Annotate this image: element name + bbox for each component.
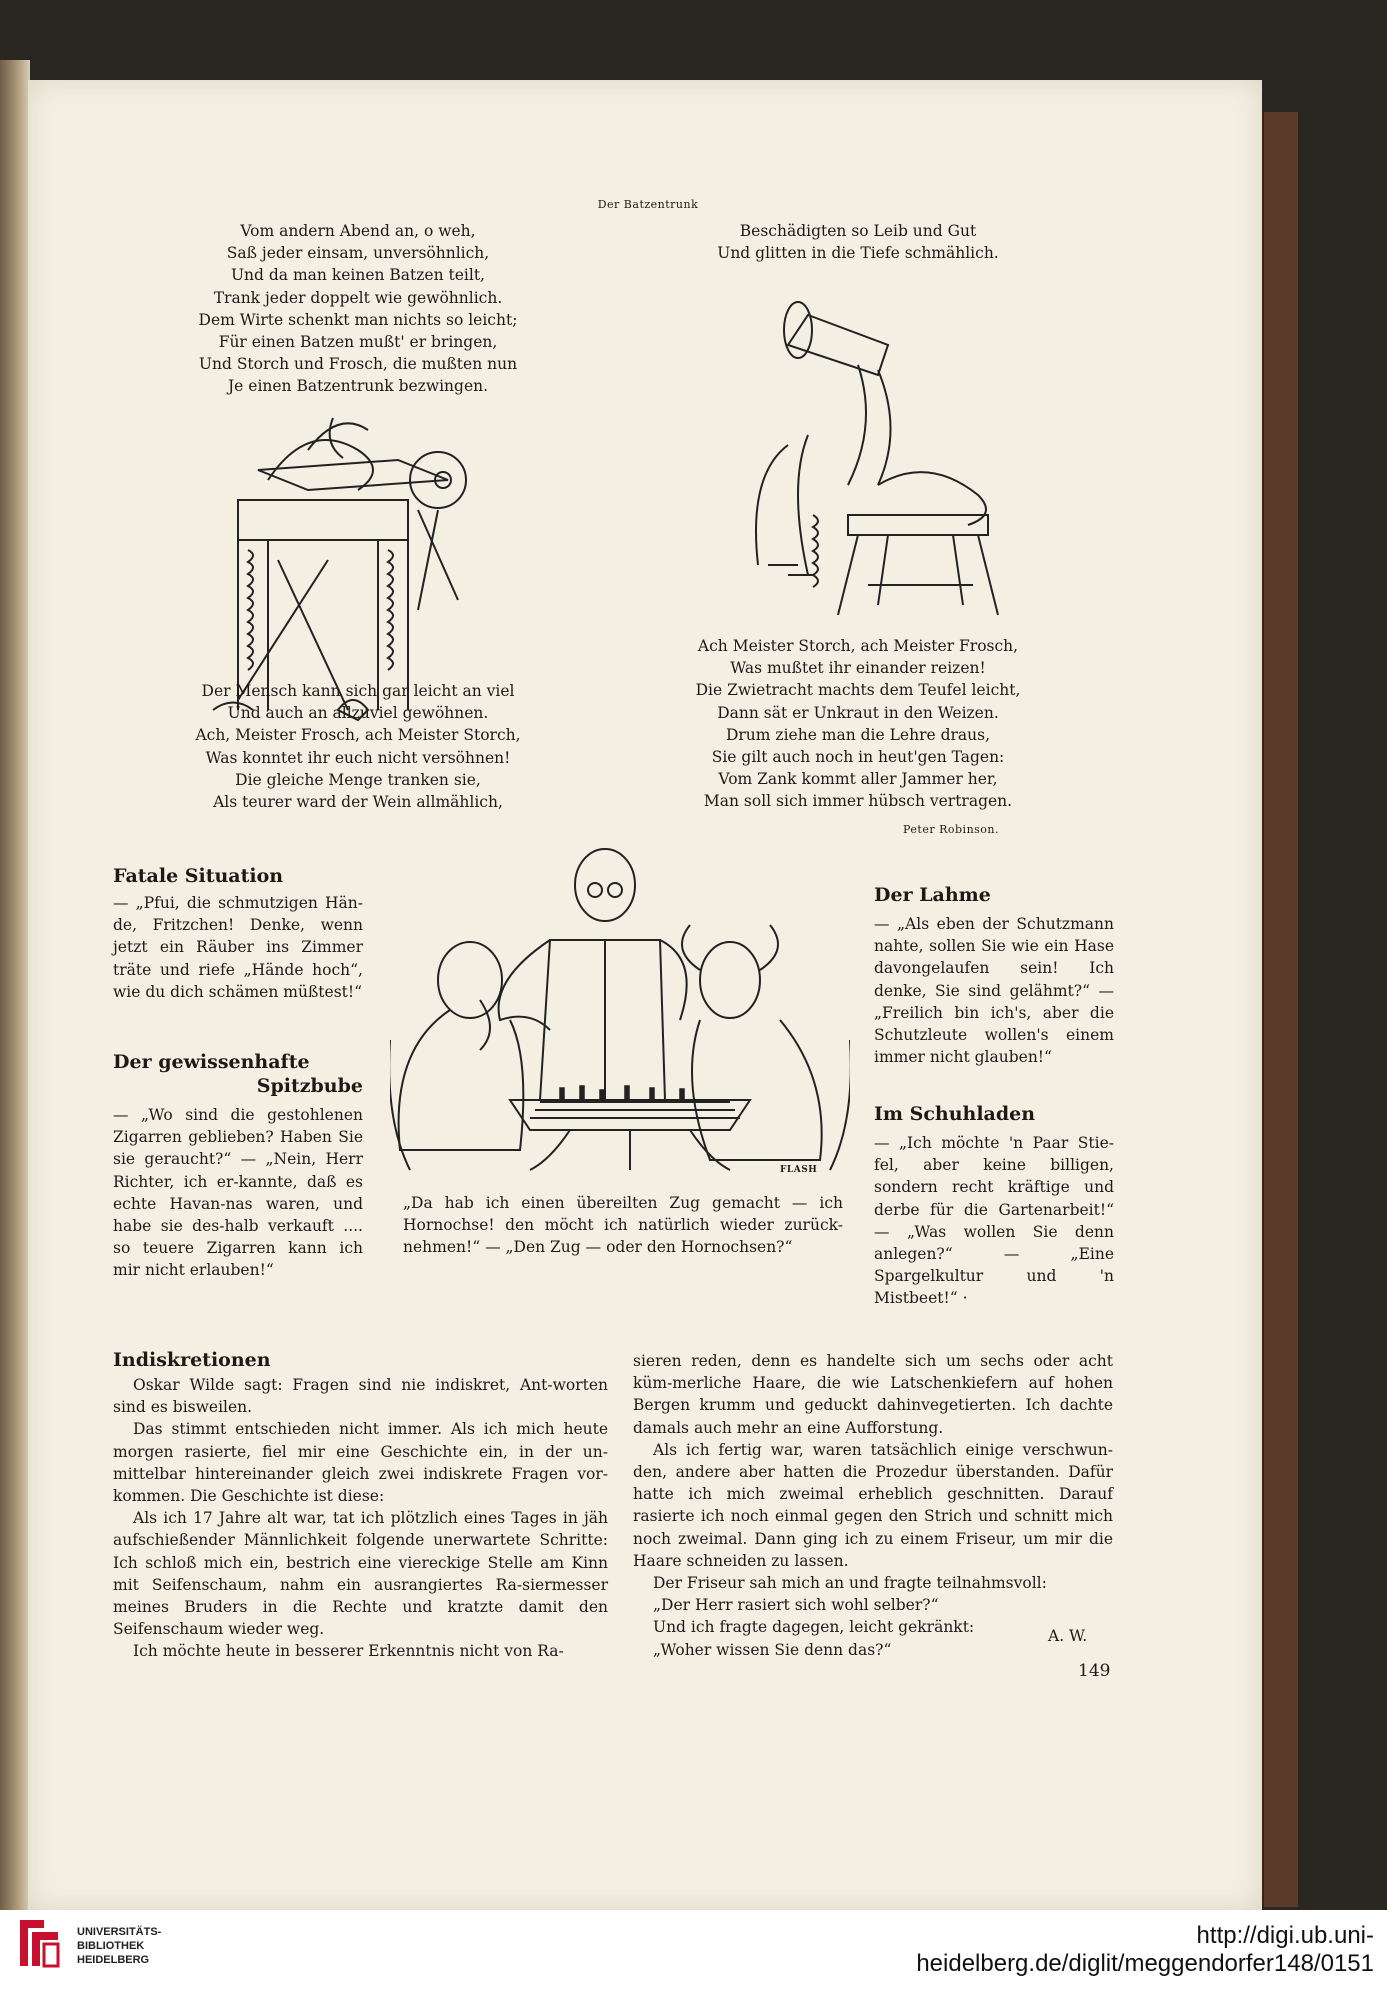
poem-right-top <box>668 220 1048 264</box>
verse-line: Als teurer ward der Wein allmählich, <box>213 793 503 812</box>
indiskretionen-author: A. W. <box>1048 1627 1088 1645</box>
library-name <box>77 1925 161 1967</box>
stork-drinking-illustration <box>728 285 1048 615</box>
spitzbube-title-line1: Der gewissenhafte <box>113 1051 310 1073</box>
verse-line: Dann sät er Unkraut in den Weizen. <box>717 703 999 722</box>
verse-line: Vom andern Abend an, o weh, <box>240 222 476 240</box>
library-name-line: BIBLIOTHEK <box>77 1940 145 1952</box>
poem-author: Peter Robinson. <box>903 823 999 836</box>
paragraph: Und ich fragte dagegen, leicht gekränkt: <box>653 1618 975 1637</box>
verse-line: Und glitten in die Tiefe schmählich. <box>717 244 999 263</box>
verse-line: Trank jeder doppelt wie gewöhnlich. <box>213 288 503 307</box>
verse-line: Was konntet ihr euch nicht versöhnen! <box>205 748 511 767</box>
indiskretionen-right-column <box>633 1350 1113 1661</box>
magazine-page <box>28 80 1262 1910</box>
chess-signature: FLASH <box>780 1165 818 1175</box>
paragraph: Das stimmt entschieden nicht immer. Als ich mich heute morgen rasierte, fiel mir eine Geschichte ein, in der un-mittelbar hintereinander gleich zwei indiskrete Fragen vor-kommen. Die Geschichte ist diese: <box>113 1420 608 1506</box>
verse-line: Ach Meister Storch, ach Meister Frosch, <box>697 637 1019 655</box>
library-name-line: UNIVERSITÄTS- <box>77 1926 162 1938</box>
poem-right-bottom <box>668 635 1048 813</box>
source-url-link[interactable]: http://digi.ub.uni-heidelberg.de/diglit/meggendorfer148/0151 <box>916 1922 1374 1977</box>
book-cover-edge <box>1262 112 1298 1907</box>
paragraph: Als ich 17 Jahre alt war, tat ich plötzlich eines Tages in jäh aufschießender Männlichkeit folgende unerwartete Schritte: Ich schloß mich ein, bestrich eine viereckige Stelle am Kinn mit Seifenschaum, nahm ein ausrangiertes Ra-siermesser meines Bruders in die Rechte und kratzte damit den Seifenschaum wieder weg. <box>113 1509 608 1639</box>
verse-line: Sie gilt auch noch in heut'gen Tagen: <box>711 748 1005 767</box>
verse-line: Für einen Batzen mußt' er bringen, <box>218 333 498 352</box>
verse-line: Man soll sich immer hübsch vertragen. <box>703 792 1013 811</box>
running-head: Der Batzentrunk <box>597 198 699 211</box>
verse-line: Die Zwietracht machts dem Teufel leicht, <box>695 681 1021 700</box>
verse-line: Was mußtet ihr einander reizen! <box>730 659 986 678</box>
verse-line: Dem Wirte schenkt man nichts so leicht; <box>198 310 518 329</box>
paragraph: „Woher wissen Sie denn das?“ <box>653 1640 892 1659</box>
schuhladen-text: — „Ich möchte 'n Paar Stie-fel, aber keine billigen, sondern recht kräftige und derbe für die Gartenarbeit!“ — „Was wollen Sie denn anlegen?“ — „Eine Spargelkultur und 'n Mistbeet!“ · <box>874 1134 1114 1308</box>
indiskretionen-title: Indiskretionen <box>113 1349 271 1371</box>
paragraph: Oskar Wilde sagt: Fragen sind nie indiskret, Ant-worten sind es bisweilen. <box>113 1376 608 1417</box>
library-logo-icon <box>14 1916 64 1970</box>
paragraph: Ich möchte heute in besserer Erkenntnis nicht von Ra- <box>133 1642 564 1661</box>
paragraph: Als ich fertig war, waren tatsächlich einige verschwun-den, andere aber hatten die Prozedur überstanden. Dafür hatte ich mich zweimal erheblich geschnitten. Darauf rasierte ich noch einmal gegen den Strich und schnitt mich noch zweimal. Dann ging ich zu einem Friseur, um mir die Haare schneiden zu lassen. <box>633 1440 1113 1570</box>
fatale-title: Fatale Situation <box>113 865 284 887</box>
paragraph: Der Friseur sah mich an und fragte teilnahmsvoll: <box>653 1574 1047 1593</box>
verse-line: Und auch an allzuviel gewöhnen. <box>227 704 489 723</box>
verse-line: Saß jeder einsam, unversöhnlich, <box>226 244 490 263</box>
lahme-text: — „Als eben der Schutzmann nahte, sollen Sie wie ein Hase davongelaufen sein! Ich denke, Sie sind gelähmt?“ — „Freilich bin ich's, aber die Schutzleute wollen's einem immer nicht glauben!“ <box>874 915 1114 1067</box>
spitzbube-text: — „Wo sind die gestohlenen Zigarren geblieben? Haben Sie sie geraucht?“ — „Nein, Herr Richter, ich er-kannte, daß es echte Havan-nas waren, und habe sie des-halb verkauft .... so teuere Zigarren kann ich mir nicht erlauben!“ <box>113 1106 363 1280</box>
schuhladen-title: Im Schuhladen <box>874 1103 1036 1125</box>
verse-line: Der Mensch kann sich gar leicht an viel <box>201 682 515 700</box>
verse-line: Vom Zank kommt aller Jammer her, <box>718 770 998 789</box>
library-name-line: HEIDELBERG <box>77 1954 150 1966</box>
fatale-text: — „Pfui, die schmutzigen Hän-de, Fritzchen! Denke, wenn jetzt ein Räuber ins Zimmer träte und riefe „Hände hoch“, wie du dich schämen müßtest!“ <box>113 894 363 1001</box>
page-number: 149 <box>1078 1661 1111 1681</box>
verse-line: Die gleiche Menge tranken sie, <box>235 770 481 789</box>
verse-line: Drum ziehe man die Lehre draus, <box>725 725 991 744</box>
chess-caption: „Da hab ich einen übereilten Zug gemacht — ich Hornochse! den möcht ich natürlich wieder zurück-nehmen!“ — „Den Zug — oder den Hornochsen?“ <box>403 1194 843 1257</box>
paragraph: sieren reden, denn es handelte sich um sechs oder acht küm-merliche Haare, die wie Latschenkiefern auf hohen Bergen krumm und geduckt dahinvegetierten. Ich dachte damals auch mehr an eine Aufforstung. <box>633 1352 1113 1437</box>
verse-line: Und Storch und Frosch, die mußten nun <box>198 355 518 374</box>
book-spine <box>0 60 30 1910</box>
verse-line: Je einen Batzentrunk bezwingen. <box>227 377 489 396</box>
paragraph: „Der Herr rasiert sich wohl selber?“ <box>653 1596 939 1615</box>
verse-line: Und da man keinen Batzen teilt, <box>230 266 485 285</box>
verse-line: Beschädigten so Leib und Gut <box>739 222 977 240</box>
verse-line: Ach, Meister Frosch, ach Meister Storch, <box>195 726 521 745</box>
poem-left-bottom <box>158 680 558 813</box>
spitzbube-title-line2: Spitzbube <box>256 1075 363 1097</box>
indiskretionen-left-column <box>113 1374 608 1663</box>
chess-players-illustration <box>390 840 850 1180</box>
poem-left-top <box>158 220 558 398</box>
lahme-title: Der Lahme <box>874 884 991 906</box>
